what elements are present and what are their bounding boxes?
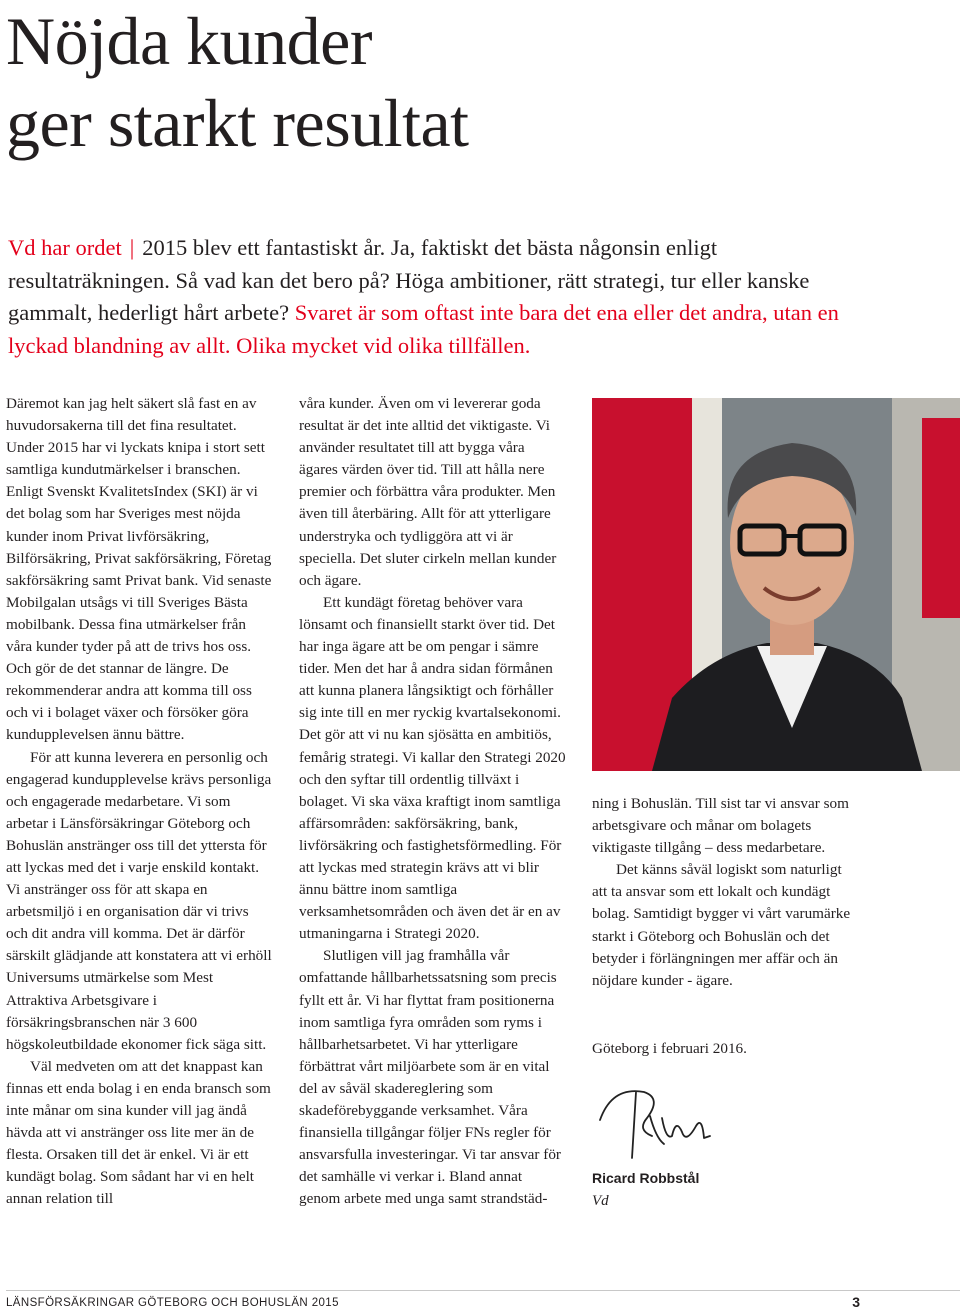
page-number: 3 [852,1294,860,1310]
column3-paragraph-2: Det känns såväl logiskt som naturligt att ta ansvar som ett lokalt och kundägt bolag. Samtidigt bygger vi vårt varumärke starkt i Göteborg och Bohuslän och det betyder i förlängningen mer affär och än nöjdare kunder - ägare. [592,861,851,989]
column2-paragraph-3: Slutligen vill jag framhålla vår omfattande hållbarhetssatsning som precis fyllt ett år. Vi har flyttat fram positionerna inom samtliga fyra områden som ryms i hållbarhetsarbetet. Vi har ytterligare förbättrat vårt miljöarbete som är en vital del av såväl skadereglering som skadeförebyggande verksamhet. Våra finansiella tillgångar följer FNs regler för ansvarsfulla investeringar. Vi tar ansvar för det samhälle vi verkar i. Bland annat genom arbete med unga samt strandstäd- [299,947,561,1208]
title-line-2: ger starkt resultat [6,85,469,161]
page-title [6,0,469,164]
portrait-illustration [592,398,960,771]
kicker-separator: | [129,235,135,260]
section-kicker: Vd har ordet [8,235,122,260]
body-column-1 [6,393,274,1210]
column1-paragraph-2: För att kunna leverera en personlig och engagerad kundupplevelse krävs personliga och engagerade medarbetare. Vi som arbetar i Länsförsäkringar Göteborg och Bohuslän anstränger oss till det yttersta för att lyckas med det i varje enskild kontakt. Vi anstränger oss för att skapa en arbetsmiljö i en organisation där vi trivs och dit andra vill komma. Det är därför särskilt glädjande att konstatera att vi erhöll Universums utmärkelse som Mest Attraktiva Arbetsgivare i försäkringsbranschen när 3 600 högskoleutbildade ekonomer fick säga sitt. [6,748,272,1053]
column1-paragraph-3: Väl medveten om att det knappast kan finnas ett enda bolag i en enda bransch som inte månar om sina kunder vill jag ändå hävda att vi anstränger oss lite mer än de flesta. Orsaken till det är enkel. Vi är ett kundägt bolag. Som sådant har vi en helt annan relation till [6,1057,271,1208]
footer-divider [6,1290,960,1291]
handwritten-signature [592,1078,712,1163]
column2-paragraph-1: våra kunder. Även om vi levererar goda resultat är det inte alltid det viktigaste. Vi använder resultatet till att bygga våra ägares värden över tid. Till att hålla nere premier och förbättra våra produkter. Men även till återbäring. Allt för att ytterligare understryka och tydliggöra att vi är speciella. Det sluter cirkeln mellan kunder och ägare. [299,395,557,589]
column2-paragraph-2: Ett kundägt företag behöver vara lönsamt och finansiellt starkt över tid. Det har inga ägare att be om pengar i sämre tider. Men det har å andra sidan förmånen att kunna planera långsiktigt och förhåller sig inte till en mer ryckig kvartalsekonomi. Det gör att vi nu kan sjösätta en ambitiös, femårig strategi. Vi kallar den Strategi 2020 och den syftar till ordentlig tillväxt i bolaget. Vi ska växa kraftigt inom samtliga affärsområden: sakförsäkring, bank, livförsäkring och fastighetsförmedling. För att lyckas med strategin krävs att vi blir ännu bättre inom samtliga verksamhetsområden och även det är en av utmaningarna i Strategi 2020. [299,593,566,943]
title-line-1: Nöjda kunder [6,3,373,79]
lead-paragraph [8,232,858,362]
signature-title: Vd [592,1193,609,1209]
column1-paragraph-1: Däremot kan jag helt säkert slå fast en av huvudorsakerna till det fina resultatet. Under 2015 har vi lyckats knipa i stort sett samtliga kundutmärkelser i branschen. Enligt Svenskt KvalitetsIndex (SKI) är vi det bolag som har Sveriges mest nöjda kunder inom Privat livförsäkring, Bilförsäkring, Privat sakförsäkring, Företag sakförsäkring samt Privat bank. Vid senaste Mobilgalan utsågs vi till Sveriges Bästa mobilbank. Dessa fina utmärkelser från våra kunder tyder på att de trivs hos oss. Och gör de det stannar de längre. De rekommenderar andra att komma till oss och vi i bolaget växer och försöker göra kundupplevelsen ännu bättre. [6,395,272,744]
signature-block [592,1038,892,1209]
footer-publication: LÄNSFÖRSÄKRINGAR GÖTEBORG OCH BOHUSLÄN 2015 [6,1297,339,1309]
body-column-3 [592,793,860,992]
lead-text: 2015 blev ett fantastiskt år. Ja, faktiskt det bästa någonsin enligt resultaträkningen. Så vad kan det bero på? Höga ambitioner, rätt strategi, tur eller kanske gammalt, hederligt hårt arbete? [8,235,810,325]
column3-paragraph-1: ning i Bohuslän. Till sist tar vi ansvar som arbetsgivare och månar om bolagets viktigaste tillgång – dess medarbetare. [592,795,849,857]
lead-text-highlight: Svaret är som oftast inte bara det ena eller det andra, utan en lyckad blandning av allt. Olika mycket vid olika tillfällen. [8,300,839,358]
signature-name: Ricard Robbstål [592,1170,700,1186]
ceo-portrait-photo [592,398,960,771]
body-column-2 [299,393,567,1210]
signature-date: Göteborg i februari 2016. [592,1040,747,1057]
